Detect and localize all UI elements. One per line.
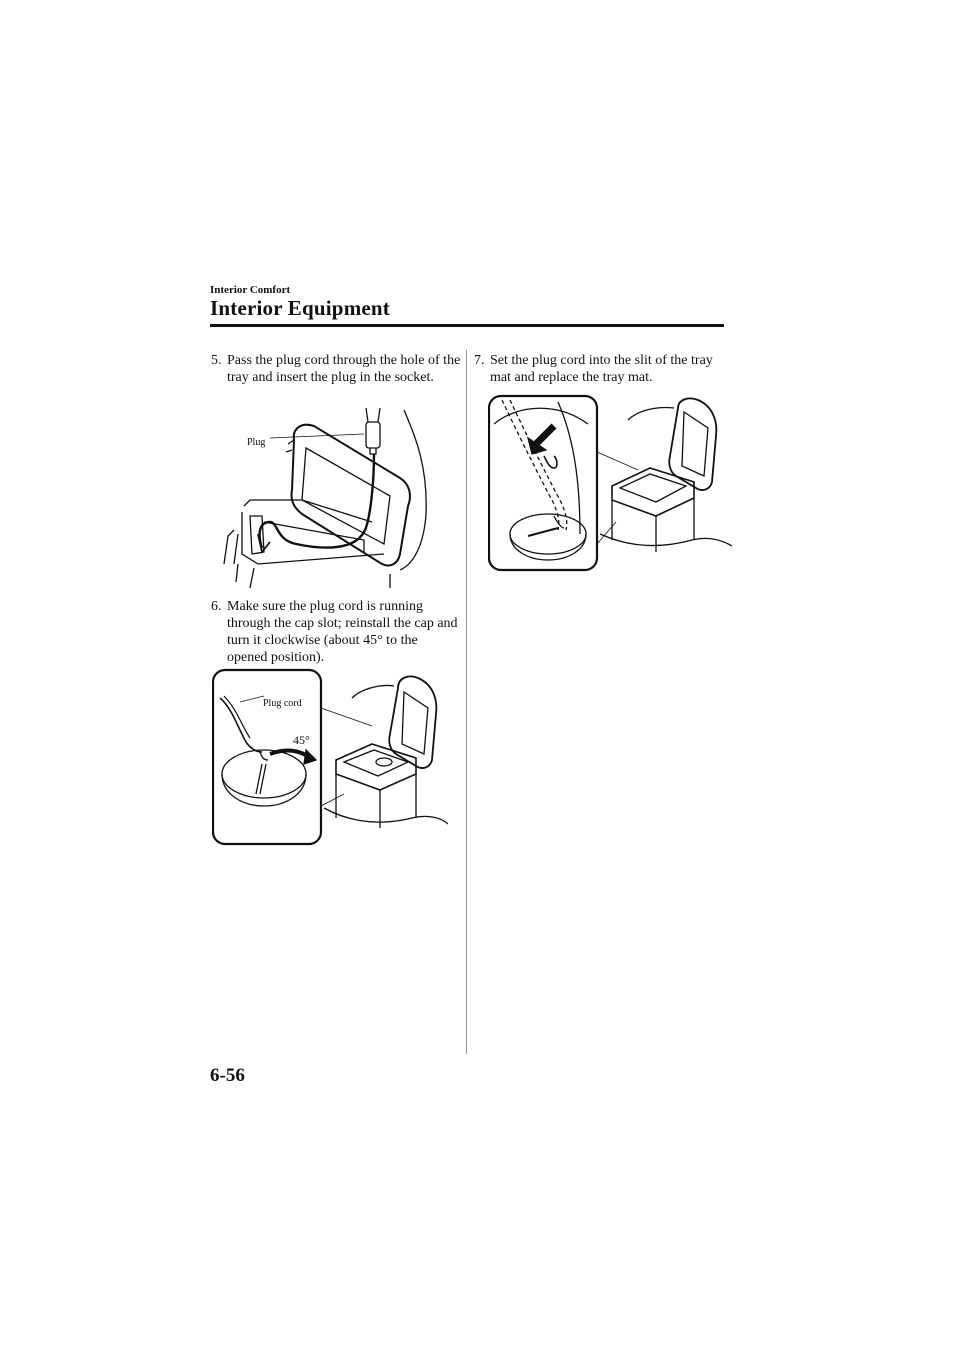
step-6-text: Make sure the plug cord is running through the cap slot; reinstall the cap and turn it clockwise (about 45° to the opened position). (227, 599, 458, 665)
step-6-number: 6. (211, 599, 222, 614)
angle-label: 45° (293, 733, 310, 747)
callout-plug: Plug (247, 437, 266, 448)
page-number: 6-56 (210, 1065, 245, 1086)
step-7 (474, 352, 729, 386)
step-5 (211, 352, 461, 386)
plug-socket-illustration (214, 404, 440, 588)
step-5-text: Pass the plug cord through the hole of the tray and insert the plug in the socket. (227, 353, 461, 385)
section-label: Interior Comfort (210, 284, 291, 296)
step-7-text: Set the plug cord into the slit of the tray mat and replace the tray mat. (490, 353, 713, 385)
step-5-number: 5. (211, 353, 222, 368)
page-title: Interior Equipment (210, 296, 390, 320)
step-7-number: 7. (474, 353, 485, 368)
tray-mat-illustration (488, 394, 732, 572)
cap-rotation-illustration (212, 668, 448, 846)
step-6 (211, 598, 461, 666)
callout-plug-cord: Plug cord (263, 698, 302, 709)
title-rule (210, 324, 724, 327)
column-divider (466, 350, 467, 1054)
